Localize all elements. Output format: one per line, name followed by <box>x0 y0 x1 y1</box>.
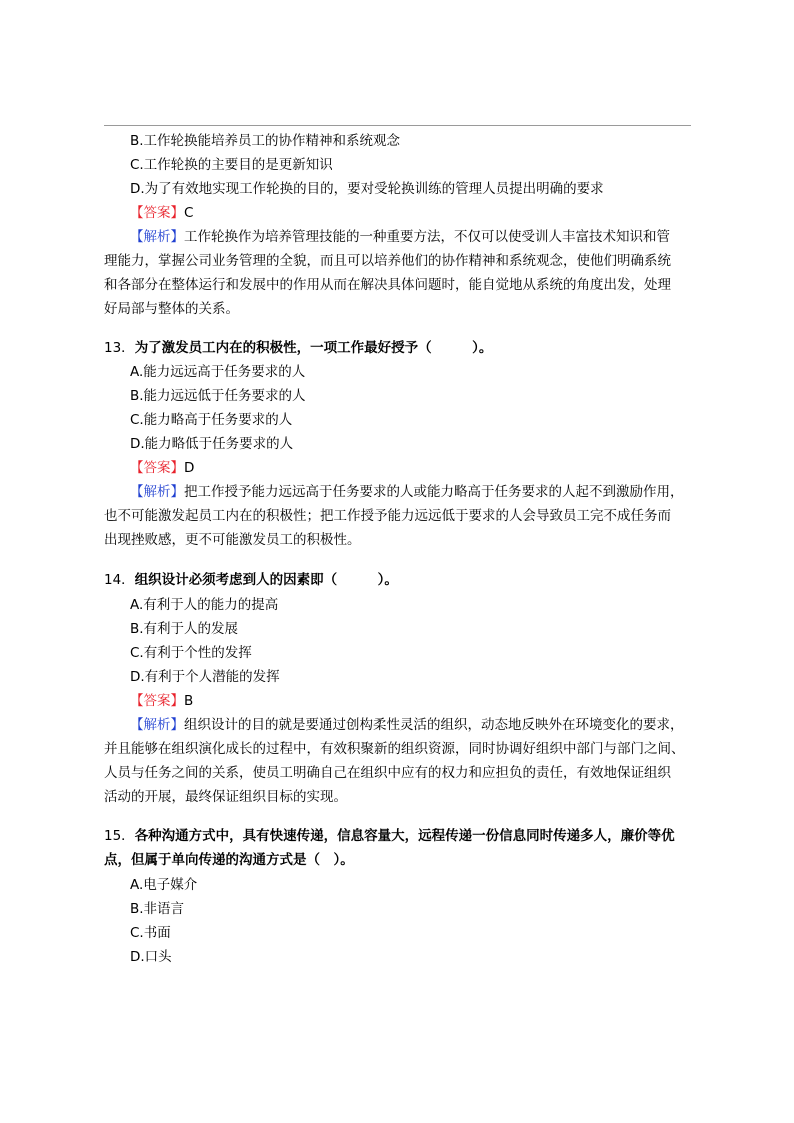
analysis-line: 【解析】把工作授予能力远远高于任务要求的人或能力略高于任务要求的人起不到激励作用， <box>130 484 684 500</box>
question-14-stem: 14．组织设计必须考虑到人的因素即（ ）。 <box>104 572 398 588</box>
analysis-line: 出现挫败感，更不可能激发员工的积极性。 <box>104 532 361 548</box>
option-b: B.工作轮换能培养员工的协作精神和系统观念 <box>130 133 401 149</box>
option-d: D.能力略低于任务要求的人 <box>130 436 294 452</box>
answer-label: 【答案】 <box>130 205 184 221</box>
answer-line <box>130 458 194 478</box>
analysis-line: 理能力，掌握公司业务管理的全貌，而且可以培养他们的协作精神和系统观念，使他们明确系统 <box>104 253 671 269</box>
option-a: A.能力远远高于任务要求的人 <box>130 364 306 380</box>
question-15-stem-cont: 点，但属于单向传递的沟通方式是（ ）。 <box>104 852 354 868</box>
question-number: 13． <box>104 340 135 356</box>
option-d: D.为了有效地实现工作轮换的目的，要对受轮换训练的管理人员提出明确的要求 <box>130 181 604 197</box>
option-c: C.书面 <box>130 925 171 941</box>
option-c: C.工作轮换的主要目的是更新知识 <box>130 157 333 173</box>
option-a: A.有利于人的能力的提高 <box>130 597 279 613</box>
question-15-stem: 15．各种沟通方式中，具有快速传递，信息容量大，远程传递一份信息同时传递多人，廉价等优 <box>104 828 675 844</box>
option-a: A.电子媒介 <box>130 877 198 893</box>
answer-line <box>130 691 193 711</box>
answer-label: 【答案】 <box>130 460 184 476</box>
question-number: 15． <box>104 828 135 844</box>
option-b: B.能力远远低于任务要求的人 <box>130 388 306 404</box>
answer-value: B <box>184 693 194 709</box>
analysis-line: 并且能够在组织演化成长的过程中，有效积聚新的组织资源，同时协调好组织中部门与部门之间、 <box>104 741 685 757</box>
option-b: B.有利于人的发展 <box>130 621 239 637</box>
analysis-line: 【解析】工作轮换作为培养管理技能的一种重要方法，不仅可以使受训人丰富技术知识和管 <box>130 229 670 245</box>
answer-label: 【答案】 <box>130 693 184 709</box>
answer-line <box>130 203 193 223</box>
option-c: C.能力略高于任务要求的人 <box>130 412 293 428</box>
analysis-line: 和各部分在整体运行和发展中的作用从而在解决具体问题时，能自觉地从系统的角度出发，处理 <box>104 277 671 293</box>
analysis-line: 【解析】组织设计的目的就是要通过创构柔性灵活的组织，动态地反映外在环境变化的要求， <box>130 717 684 733</box>
analysis-label: 【解析】 <box>130 717 184 733</box>
answer-value: D <box>184 460 195 476</box>
option-d: D.口头 <box>130 949 172 965</box>
analysis-line: 人员与任务之间的关系，使员工明确自己在组织中应有的权力和应担负的责任，有效地保证组织 <box>104 765 671 781</box>
analysis-line: 好局部与整体的关系。 <box>104 301 239 317</box>
option-b: B.非语言 <box>130 901 185 917</box>
analysis-label: 【解析】 <box>130 229 184 245</box>
analysis-line: 也不可能激发起员工内在的积极性；把工作授予能力远远低于要求的人会导致员工完不成任务而 <box>104 508 671 524</box>
answer-value: C <box>184 205 194 221</box>
option-d: D.有利于个人潜能的发挥 <box>130 669 280 685</box>
analysis-line: 活动的开展，最终保证组织目标的实现。 <box>104 789 347 805</box>
analysis-label: 【解析】 <box>130 484 184 500</box>
question-number: 14． <box>104 572 135 588</box>
header-rule <box>104 125 691 126</box>
question-13-stem: 13．为了激发员工内在的积极性，一项工作最好授予（ ）。 <box>104 340 493 356</box>
option-c: C.有利于个性的发挥 <box>130 645 252 661</box>
